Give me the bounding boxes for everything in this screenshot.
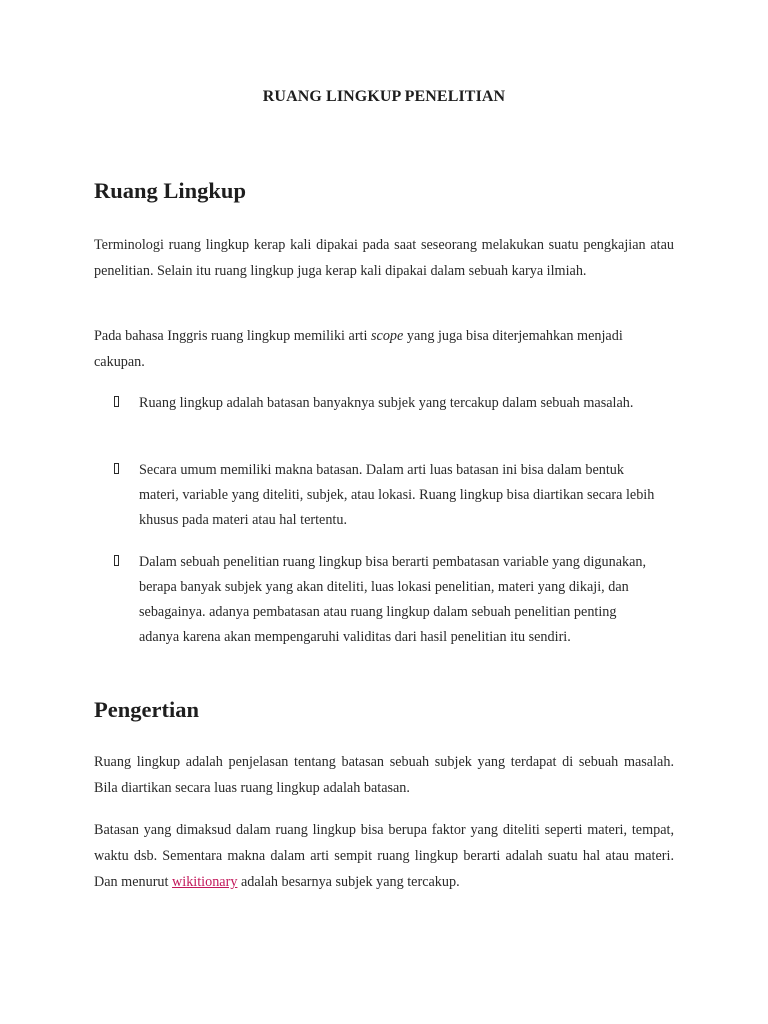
section-heading-ruang-lingkup: Ruang Lingkup: [94, 178, 246, 203]
list-item-text: Dalam sebuah penelitian ruang lingkup bisa berarti pembatasan variable yang digunakan, berapa banyak subjek yang akan diteliti, luas lokasi penelitian, materi yang dikaji, dan sebagainya. adanya pembatasan atau ruang lingkup dalam sebuah penelitian penting adanya karena akan mempengaruhi validitas dari hasil penelitian itu sendiri.: [139, 554, 647, 645]
paragraph-terminologi: Terminologi ruang lingkup kerap kali dipakai pada saat seseorang melakukan suatu pengkajian atau penelitian. Selain itu ruang lingkup juga kerap kali dipakai dalam sebuah karya ilmiah.: [94, 237, 674, 279]
bullet-box-icon: [114, 555, 119, 566]
list-item-text: Secara umum memiliki makna batasan. Dalam arti luas batasan ini bisa dalam bentuk materi, variable yang diteliti, subjek, atau lokasi. Ruang lingkup bisa diartikan secara lebih khusus pada materi atau hal tertentu.: [139, 462, 655, 528]
paragraph-batasan-text-before: Batasan yang dimaksud dalam ruang lingkup bisa berupa faktor yang diteliti seperti materi, tempat, waktu dsb. Sementara makna dalam arti sempit ruang lingkup berarti adalah suatu hal atau materi. Dan menurut: [94, 822, 674, 890]
paragraph-scope-text-before: Pada bahasa Inggris ruang lingkup memiliki arti: [94, 328, 371, 344]
paragraph-scope: [94, 323, 674, 375]
list-item-text: Ruang lingkup adalah batasan banyaknya subjek yang tercakup dalam sebuah masalah.: [139, 395, 634, 411]
paragraph-batasan: [94, 817, 674, 895]
paragraph-pengertian-definition: Ruang lingkup adalah penjelasan tentang batasan sebuah subjek yang terdapat di sebuah masalah. Bila diartikan secara luas ruang lingkup adalah batasan.: [94, 754, 674, 796]
scope-term: scope: [371, 328, 404, 344]
paragraph-batasan-text-after: adalah besarnya subjek yang tercakup.: [237, 874, 460, 890]
bullet-box-icon: [114, 463, 119, 474]
paragraph-scope-text-after: yang juga bisa diterjemahkan menjadi cakupan.: [94, 328, 623, 370]
bullet-box-icon: [114, 396, 119, 407]
section-heading-pengertian: Pengertian: [94, 697, 199, 722]
wikitionary-link[interactable]: wikitionary: [172, 874, 238, 890]
document-title: RUANG LINGKUP PENELITIAN: [262, 88, 506, 105]
